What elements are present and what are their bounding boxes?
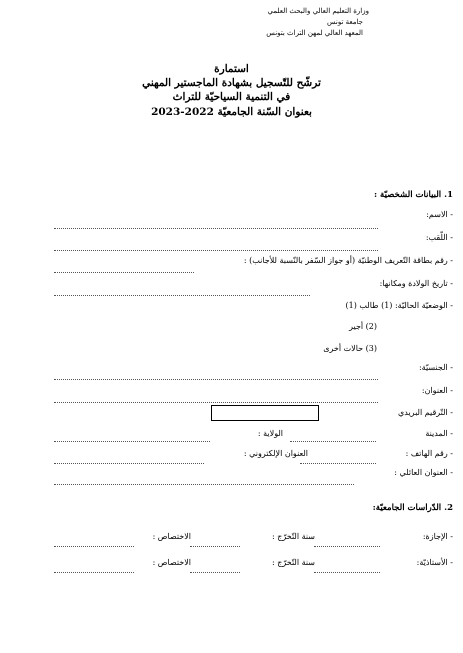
status-option-employee[interactable]: (2) أجير: [349, 322, 377, 331]
nationality-label: - الجنسيّة:: [418, 363, 453, 372]
birth-label: - تاريخ الولادة ومكانها:: [379, 279, 453, 288]
address-field[interactable]: [54, 402, 378, 403]
name-label: - الاسم:: [426, 210, 453, 219]
surname-label: - اللّقب:: [425, 233, 453, 242]
surname-field[interactable]: [54, 250, 378, 251]
phone-label: - رقم الهاتف :: [405, 449, 453, 458]
postal-code-box[interactable]: [211, 405, 319, 421]
city-label: - المدينة: [425, 429, 453, 438]
master-degree-label: - الأستاذيّة:: [416, 558, 453, 567]
section-studies-heading: 2. الدّراسات الجامعيّة:: [372, 503, 453, 513]
city-field[interactable]: [290, 441, 376, 442]
section-personal-heading: 1. البيانات الشخصيّة :: [373, 190, 453, 200]
postal-code-label: - التّرقيم البريدي: [397, 408, 453, 417]
governorate-field[interactable]: [54, 441, 210, 442]
birth-field[interactable]: [54, 295, 310, 296]
form-title: استمارة: [214, 63, 249, 75]
status-option-other[interactable]: (3) حالات أخرى: [323, 344, 377, 353]
header-institute: المعهد العالي لمهن التراث بتونس: [266, 29, 363, 37]
header-ministry: وزارة التعليم العالي والبحث العلمي: [267, 7, 369, 15]
header-university: جامعة تونس: [326, 18, 363, 26]
master-year-field[interactable]: [190, 572, 240, 573]
name-field[interactable]: [54, 228, 378, 229]
license-degree-label: - الإجازة:: [422, 532, 453, 541]
academic-year: بعنوان السّنة الجامعيّة 2022-2023: [151, 106, 312, 118]
id-card-field[interactable]: [54, 272, 194, 273]
nationality-field[interactable]: [54, 379, 378, 380]
license-specialty-field[interactable]: [54, 546, 134, 547]
license-year-field[interactable]: [190, 546, 240, 547]
license-year-label: سنة التّخرّج :: [271, 532, 315, 541]
license-degree-field[interactable]: [314, 546, 380, 547]
family-address-field[interactable]: [54, 484, 354, 485]
license-specialty-label: الاختصاص :: [152, 532, 191, 541]
email-label: العنوان الإلكتروني :: [243, 449, 308, 458]
address-label: - العنوان:: [421, 386, 453, 395]
master-degree-field[interactable]: [314, 572, 380, 573]
master-year-label: سنة التّخرّج :: [271, 558, 315, 567]
status-label: - الوضعيّة الحاليّة: (1) طالب (1): [345, 301, 453, 310]
id-card-label: - رقم بطاقة التّعريف الوطنيّة (أو جواز السّفر بالنّسبة للأجانب) :: [243, 256, 453, 265]
phone-field[interactable]: [300, 463, 376, 464]
family-address-label: - العنوان العائلي :: [394, 468, 453, 477]
governorate-label: الولاية :: [257, 429, 283, 438]
master-specialty-label: الاختصاص :: [152, 558, 191, 567]
master-specialty-field[interactable]: [54, 572, 134, 573]
form-subtitle: ترشّح للتّسجيل بشهادة الماجستير المهني: [142, 77, 321, 89]
program-name: في التنمية السياحيّة للتراث: [172, 91, 291, 103]
email-field[interactable]: [54, 463, 204, 464]
